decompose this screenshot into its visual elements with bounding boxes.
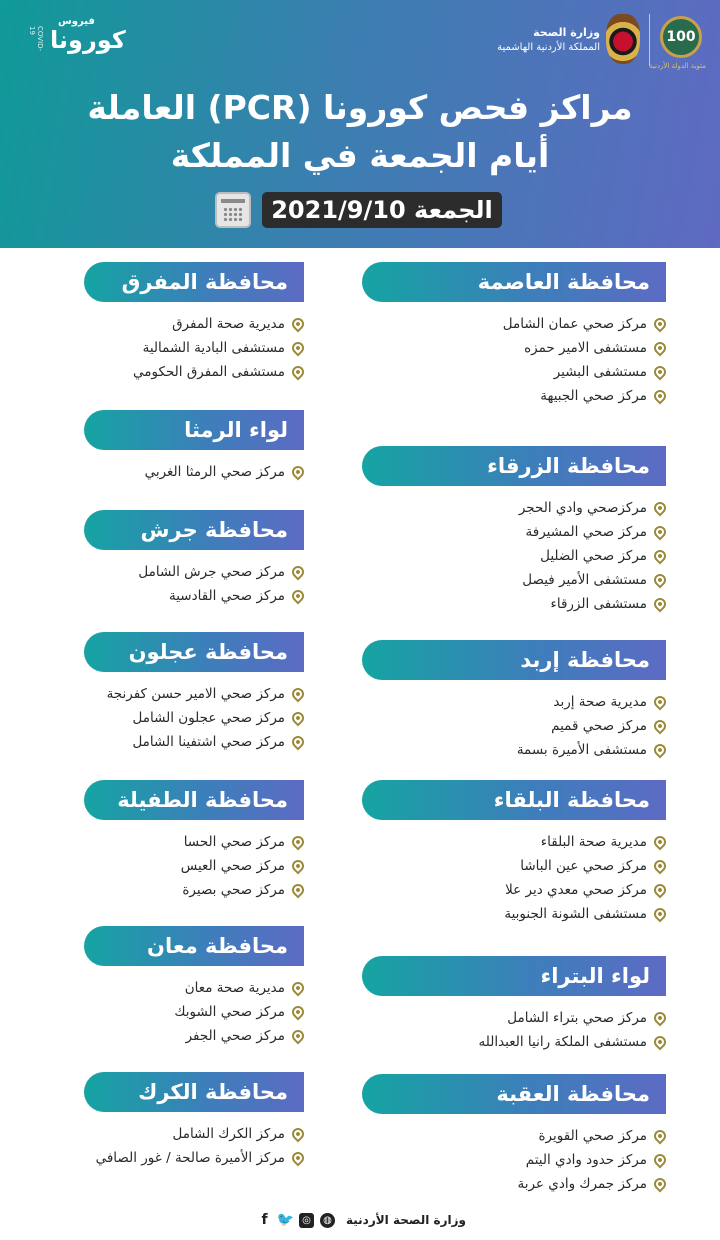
center-name: مركز صحي عين الباشا [520, 858, 647, 874]
center-list [362, 1124, 696, 1196]
governorate-title: محافظة جرش [84, 510, 304, 550]
center-name: مركز صحي الجفر [185, 1028, 285, 1044]
governorate-section [84, 410, 304, 484]
governorate-title: محافظة العاصمة [362, 262, 666, 302]
center-name: مديرية صحة المفرق [172, 316, 285, 332]
location-pin-icon [652, 858, 669, 875]
brand-small-text: فيروس [58, 16, 95, 27]
center-name: مركز صحي القادسية [168, 588, 285, 604]
list-item [84, 976, 304, 1000]
center-name: مستشفى الأمير فيصل [522, 572, 647, 588]
list-item [362, 714, 696, 738]
center-name: مركز صحي الحسا [183, 834, 285, 850]
location-pin-icon [652, 572, 669, 589]
list-item [84, 336, 304, 360]
governorate-section [362, 262, 696, 408]
governorate-title: لواء البتراء [362, 956, 666, 996]
list-item [362, 1148, 696, 1172]
jordan-crest-icon [606, 14, 640, 64]
center-name: مركز صحي القويرة [538, 1128, 647, 1144]
center-name: مستشفى الملكة رانيا العبدالله [478, 1034, 647, 1050]
governorate-title: محافظة الزرقاء [362, 446, 666, 486]
location-pin-icon [290, 364, 307, 381]
center-name: مركز صحي جرش الشامل [138, 564, 285, 580]
list-item [362, 312, 696, 336]
list-item [84, 854, 304, 878]
brand-side-text: COVID-19 [28, 26, 44, 52]
center-name: مستشفى المفرق الحكومي [133, 364, 285, 380]
center-name: مركز صحي بصيرة [182, 882, 285, 898]
list-item [84, 1146, 304, 1170]
center-list [84, 976, 304, 1048]
list-item [362, 1172, 696, 1196]
list-item [84, 560, 304, 584]
governorate-section [362, 1074, 696, 1196]
governorate-title: محافظة العقبة [362, 1074, 666, 1114]
governorate-section [362, 640, 696, 762]
governorate-section [362, 446, 696, 616]
twitter-icon[interactable]: 🐦 [276, 1212, 295, 1228]
list-item [84, 460, 304, 484]
location-pin-icon [652, 316, 669, 333]
location-pin-icon [290, 686, 307, 703]
center-name: مديرية صحة إربد [553, 694, 647, 710]
location-pin-icon [652, 1034, 669, 1051]
centennial-caption: مئوية الدولة الأردنية [649, 62, 706, 70]
location-pin-icon [290, 1126, 307, 1143]
center-name: مديرية صحة معان [184, 980, 285, 996]
corona-brand-logo [14, 16, 126, 54]
center-name: مركز صحي العيس [180, 858, 285, 874]
center-name: مركز صحي الضليل [540, 548, 647, 564]
list-item [362, 830, 696, 854]
location-pin-icon [652, 596, 669, 613]
location-pin-icon [290, 882, 307, 899]
governorate-title: محافظة عجلون [84, 632, 304, 672]
list-item [362, 1006, 696, 1030]
list-item [362, 738, 696, 762]
location-pin-icon [290, 1028, 307, 1045]
location-pin-icon [290, 834, 307, 851]
page-title [0, 84, 720, 180]
governorate-title: محافظة الكرك [84, 1072, 304, 1112]
governorate-section [84, 262, 304, 384]
brand-big-text: كورونا [50, 26, 126, 54]
center-list [84, 1122, 304, 1170]
list-item [362, 544, 696, 568]
center-name: مستشفى البشير [553, 364, 647, 380]
instagram-icon[interactable]: ◎ [299, 1213, 314, 1228]
facebook-icon[interactable]: f [261, 1212, 268, 1228]
center-name: مركز صحي الرمثا الغربي [144, 464, 285, 480]
list-item [362, 496, 696, 520]
title-line1: مراكز فحص كورونا (PCR) العاملة [87, 88, 633, 127]
center-list [362, 496, 696, 616]
date-label: الجمعة 2021/9/10 [262, 192, 502, 228]
location-pin-icon [652, 718, 669, 735]
center-name: مركز صحي الجبيهة [540, 388, 647, 404]
center-name: مستشفى الشونة الجنوبية [504, 906, 647, 922]
location-pin-icon [290, 464, 307, 481]
center-list [362, 1006, 696, 1054]
list-item [84, 830, 304, 854]
center-name: مستشفى الامير حمزه [524, 340, 647, 356]
center-list [362, 690, 696, 762]
location-pin-icon [652, 882, 669, 899]
location-pin-icon [290, 858, 307, 875]
governorate-section [84, 926, 304, 1048]
location-pin-icon [652, 694, 669, 711]
center-name: مركز صحي اشتفينا الشامل [132, 734, 285, 750]
title-line2: أيام الجمعة في المملكة [170, 136, 550, 175]
location-pin-icon [290, 734, 307, 751]
list-item [84, 730, 304, 754]
location-pin-icon [652, 364, 669, 381]
location-pin-icon [290, 1004, 307, 1021]
governorate-title: محافظة الطفيلة [84, 780, 304, 820]
governorate-section [84, 780, 304, 902]
location-pin-icon [290, 340, 307, 357]
list-item [362, 902, 696, 926]
header-divider [649, 14, 650, 66]
list-item [362, 1030, 696, 1054]
governorate-title: لواء الرمثا [84, 410, 304, 450]
list-item [362, 878, 696, 902]
center-list [84, 560, 304, 608]
location-pin-icon [652, 1176, 669, 1193]
center-name: مديرية صحة البلقاء [540, 834, 647, 850]
location-pin-icon [290, 710, 307, 727]
center-list [84, 830, 304, 902]
location-pin-icon [652, 500, 669, 517]
ministry-name [440, 26, 600, 53]
center-name: مركز صحي عمان الشامل [502, 316, 647, 332]
governorate-section [84, 632, 304, 754]
location-pin-icon [290, 316, 307, 333]
location-pin-icon [652, 1010, 669, 1027]
governorate-title: محافظة معان [84, 926, 304, 966]
center-name: مركز صحي قميم [551, 718, 647, 734]
center-list [362, 830, 696, 926]
list-item [362, 360, 696, 384]
location-pin-icon [652, 742, 669, 759]
header-banner [0, 0, 720, 248]
footer [0, 1208, 720, 1232]
center-name: مركز صحي عجلون الشامل [132, 710, 285, 726]
center-list [84, 312, 304, 384]
calendar-icon [215, 192, 251, 228]
list-item [362, 568, 696, 592]
location-pin-icon [652, 906, 669, 923]
center-name: مركز جمرك وادي عربة [517, 1176, 647, 1192]
ministry-line1: وزارة الصحة [533, 26, 600, 39]
governorate-title: محافظة البلقاء [362, 780, 666, 820]
centennial-logo-icon [660, 16, 702, 58]
list-item [362, 1124, 696, 1148]
location-pin-icon [652, 524, 669, 541]
location-pin-icon [652, 388, 669, 405]
list-item [84, 878, 304, 902]
location-pin-icon [652, 1128, 669, 1145]
governorate-title: محافظة إربد [362, 640, 666, 680]
location-pin-icon [652, 1152, 669, 1169]
list-item [84, 682, 304, 706]
governorate-section [362, 780, 696, 926]
center-name: مركز صحي معدي دير علا [505, 882, 647, 898]
list-item [362, 520, 696, 544]
list-item [84, 706, 304, 730]
center-name: مركز حدود وادي اليتم [525, 1152, 647, 1168]
list-item [84, 584, 304, 608]
location-pin-icon [652, 834, 669, 851]
center-name: مركزصحي وادي الحجر [518, 500, 647, 516]
center-name: مركز صحي الشوبك [174, 1004, 285, 1020]
ministry-line2: المملكة الأردنية الهاشمية [497, 42, 600, 53]
center-name: مركز الأميرة صالحة / غور الصافي [95, 1150, 285, 1166]
center-name: مركز صحي الامير حسن كفرنجة [106, 686, 285, 702]
footer-text: وزارة الصحة الأردنية [346, 1213, 466, 1227]
list-item [362, 854, 696, 878]
globe-icon[interactable]: ◍ [320, 1213, 335, 1228]
center-name: مركز الكرك الشامل [172, 1126, 285, 1142]
governorate-section [84, 510, 304, 608]
center-name: مركز صحي المشيرفة [525, 524, 647, 540]
center-name: مستشفى البادية الشمالية [142, 340, 285, 356]
governorate-section [84, 1072, 304, 1170]
center-list [84, 460, 304, 484]
governorate-title: محافظة المفرق [84, 262, 304, 302]
location-pin-icon [290, 588, 307, 605]
list-item [362, 336, 696, 360]
list-item [84, 1122, 304, 1146]
list-item [362, 592, 696, 616]
location-pin-icon [652, 340, 669, 357]
center-name: مركز صحي بتراء الشامل [507, 1010, 647, 1026]
list-item [84, 1000, 304, 1024]
list-item [84, 1024, 304, 1048]
location-pin-icon [290, 1150, 307, 1167]
location-pin-icon [652, 548, 669, 565]
list-item [84, 312, 304, 336]
center-name: مستشفى الأميرة بسمة [516, 742, 647, 758]
list-item [362, 690, 696, 714]
center-name: مستشفى الزرقاء [550, 596, 647, 612]
list-item [362, 384, 696, 408]
list-item [84, 360, 304, 384]
center-list [84, 682, 304, 754]
centennial-number: 100 [666, 29, 696, 45]
location-pin-icon [290, 980, 307, 997]
governorate-section [362, 956, 696, 1054]
center-list [362, 312, 696, 408]
location-pin-icon [290, 564, 307, 581]
